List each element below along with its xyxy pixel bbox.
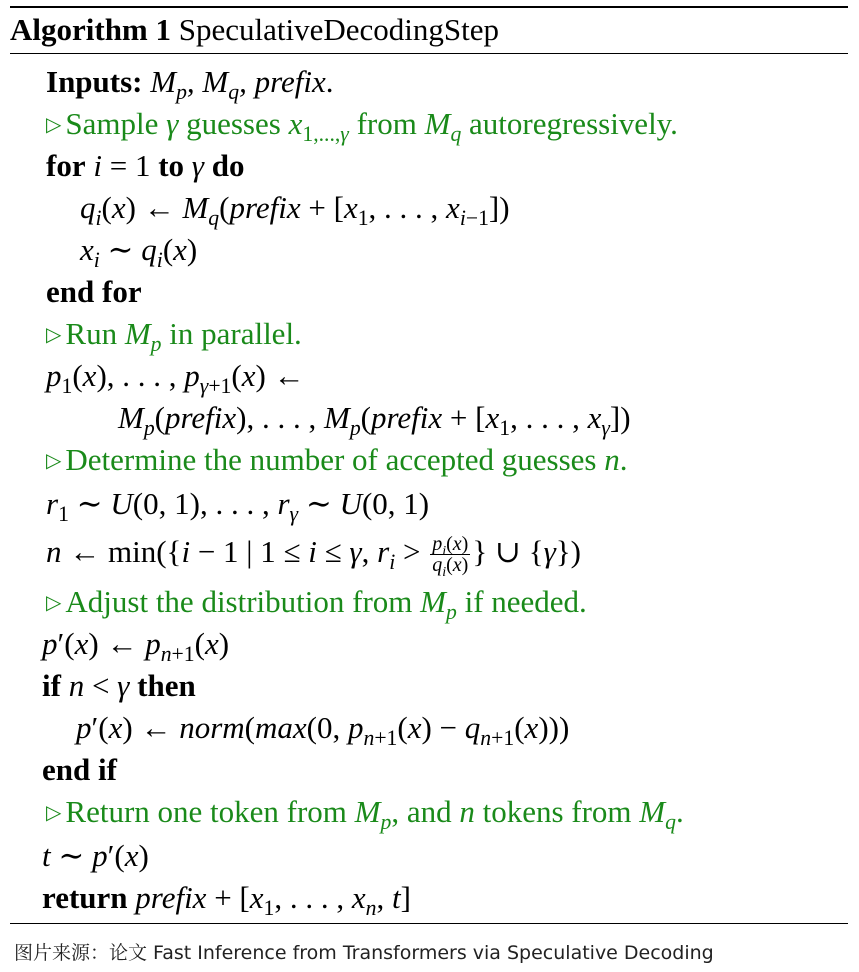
top-rule	[10, 6, 848, 8]
comment-accepted-guesses: ▷ Determine the number of accepted guesses n.	[46, 442, 628, 477]
n-min-line: n ← min({i − 1 | 1 ≤ i ≤ γ, $r_i$ > $\frac{p_i(x)}{q_i(x)}$ } ∪ {γ})	[46, 533, 581, 581]
p-prime-line: p′(x) ← $p_{n+1}(x)$	[42, 626, 230, 667]
r-sample-line: $r_1$ ∼ U(0, 1), . . . , $r_\gamma$ ∼ U(0, 1)	[46, 486, 430, 527]
end-if-line: end if	[42, 752, 117, 787]
comment-run-parallel: ▷ Run $M_p$ in parallel.	[46, 316, 302, 357]
p-probabilities-line: $p_1(x)$, . . . , $p_{\gamma+1}(x)$ ←	[46, 358, 305, 399]
inputs-line: Inputs: $M_p$, $M_q$, prefix.	[46, 64, 334, 105]
t-sample-line: t ∼ p′(x)	[42, 838, 149, 873]
algorithm-title	[10, 10, 499, 50]
algorithm-name: SpeculativeDecodingStep	[178, 12, 500, 47]
comment-return-tokens: ▷ Return one token from $M_p$, and n tokens from $M_q$.	[46, 794, 684, 835]
for-line: for i = 1 to γ do	[46, 148, 245, 183]
bottom-rule	[10, 923, 848, 924]
title-rule	[10, 53, 848, 54]
algorithm-number: Algorithm 1	[10, 12, 172, 47]
image-source-caption: 图片来源：论文 Fast Inference from Transformers via Speculative Decoding	[14, 942, 714, 964]
xi-sample-line: $x_i$ ∼ $q_i(x)$	[80, 232, 198, 273]
qi-assignment-line: $q_i(x)$ ← $M_q(prefix + [x_1$, . . . , $x_{i-1}$])	[80, 190, 510, 231]
comment-sample-guesses: ▷ Sample γ guesses $x_{1,...,\gamma}$ from $M_q$ autoregressively.	[46, 106, 678, 147]
mp-parallel-line: $M_p(prefix)$, . . . , $M_p(prefix + [x_1$, . . . , $x_\gamma$])	[118, 400, 631, 441]
comment-adjust-distribution: ▷ Adjust the distribution from $M_p$ if needed.	[46, 584, 587, 625]
return-line: return prefix + [$x_1$, . . . , $x_n$, t]	[42, 880, 411, 921]
end-for-line: end for	[46, 274, 142, 309]
norm-line: p′(x) ← norm(max(0, $p_{n+1}(x) - q_{n+1}(x)$))	[76, 710, 570, 751]
if-line: if n < γ then	[42, 668, 196, 703]
